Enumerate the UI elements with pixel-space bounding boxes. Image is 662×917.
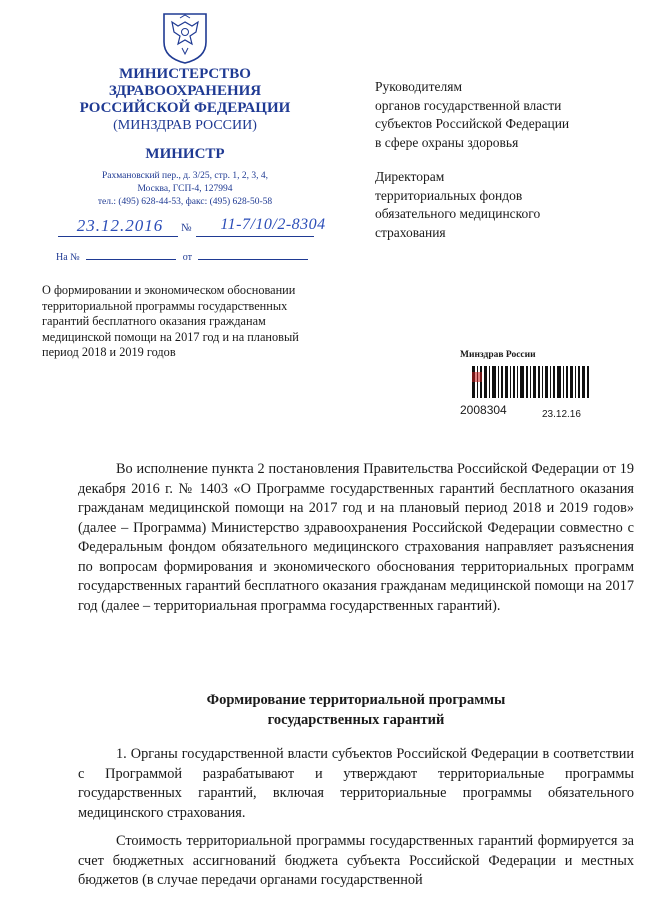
paragraph-1: [78, 745, 634, 823]
reference-line: [56, 252, 308, 263]
stamp-organization: Минздрав России: [460, 350, 536, 360]
recipient-line: в сфере охраны здоровья: [375, 134, 519, 150]
registration-date: 23.12.2016: [76, 216, 164, 235]
recipient-line: территориальных фондов: [375, 187, 523, 203]
ministry-short-name: (МИНЗДРАВ РОССИИ): [113, 118, 257, 133]
address-contacts: тел.: (495) 628-44-53, факс: (495) 628-50-58: [97, 197, 273, 207]
ministry-address: [60, 170, 310, 209]
coat-of-arms-emblem: [160, 8, 210, 64]
subject-line: медицинской помощи на 2017 год и на плановый: [42, 329, 299, 344]
address-line1: Рахмановский пер., д. 3/25, стр. 1, 2, 3, 4,: [101, 171, 269, 181]
number-underline: [196, 236, 314, 237]
ministry-name: [60, 66, 310, 134]
heading-line1: Формирование территориальной программы: [206, 692, 506, 708]
recipient-line: страхования: [375, 224, 446, 240]
date-underline: [58, 236, 178, 237]
paragraph-intro: [78, 460, 634, 616]
recipient-line: обязательного медицинского: [375, 206, 541, 221]
paragraph-2: [78, 832, 634, 891]
subject-line: период 2018 и 2019 годов: [42, 345, 176, 360]
section-heading: [78, 690, 634, 730]
minister-title: МИНИСТР: [145, 146, 225, 162]
recipients-block: [375, 78, 645, 242]
number-sign: №: [181, 222, 192, 234]
subject-line: территориальной программы государственных: [42, 298, 288, 313]
recipient-line: Директорам: [375, 169, 445, 184]
subject-line: гарантий бесплатного оказания гражданам: [42, 314, 266, 329]
paragraph-text: 1. Органы государственной власти субъектов Российской Федерации в соответствии с Программой разрабатывают и утверждают территориальные программы государственных гарантий, включая территориальные программы обязательного медицинского страхования.: [78, 746, 634, 821]
ministry-line2: ЗДРАВООХРАНЕНИЯ: [108, 83, 262, 99]
subject-line: О формировании и экономическом обосновании: [42, 283, 296, 297]
ref-from-label: от: [182, 252, 192, 263]
recipient-line: Руководителям: [375, 79, 462, 94]
ref-number-label: На №: [56, 252, 80, 263]
ministry-line1: МИНИСТЕРСТВО: [119, 66, 251, 82]
paragraph-text: Стоимость территориальной программы государственных гарантий формируется за счет бюджетных ассигнований бюджета субъекта Российской Федерации и местных бюджетов (в случае передачи органами государственной: [78, 833, 634, 888]
paragraph-text: Во исполнение пункта 2 постановления Правительства Российской Федерации от 19 декабря 2016 г. № 1403 «О Программе государственных гарантий бесплатного оказания гражданам медицинской помощи на 2017 год и на плановый период 2018 и 2019 годов» (далее – Программа) Министерство здравоохранения Российской Федерации совместно с Федеральным фондом обязательного медицинского страхования направляет разъяснения по вопросам формирования и экономического обоснования территориальных программ государственных гарантий бесплатного оказания гражданам медицинской помощи на 2017 год (далее – территориальная программа государственных гарантий).: [78, 461, 634, 614]
address-line2: Москва, ГСП-4, 127994: [137, 184, 233, 194]
stamp-number: 2008304: [460, 403, 507, 417]
barcode-icon: [472, 366, 590, 398]
registration-number: 11-7/10/2-8304: [220, 216, 326, 233]
stamp-date: 23.12.16: [542, 409, 581, 420]
recipient-line: органов государственной власти: [375, 97, 562, 113]
letter-subject: [42, 283, 342, 361]
ministry-line3: РОССИЙСКОЙ ФЕДЕРАЦИИ: [79, 100, 291, 116]
heading-line2: государственных гарантий: [267, 712, 445, 728]
recipient-line: субъектов Российской Федерации: [375, 116, 570, 131]
